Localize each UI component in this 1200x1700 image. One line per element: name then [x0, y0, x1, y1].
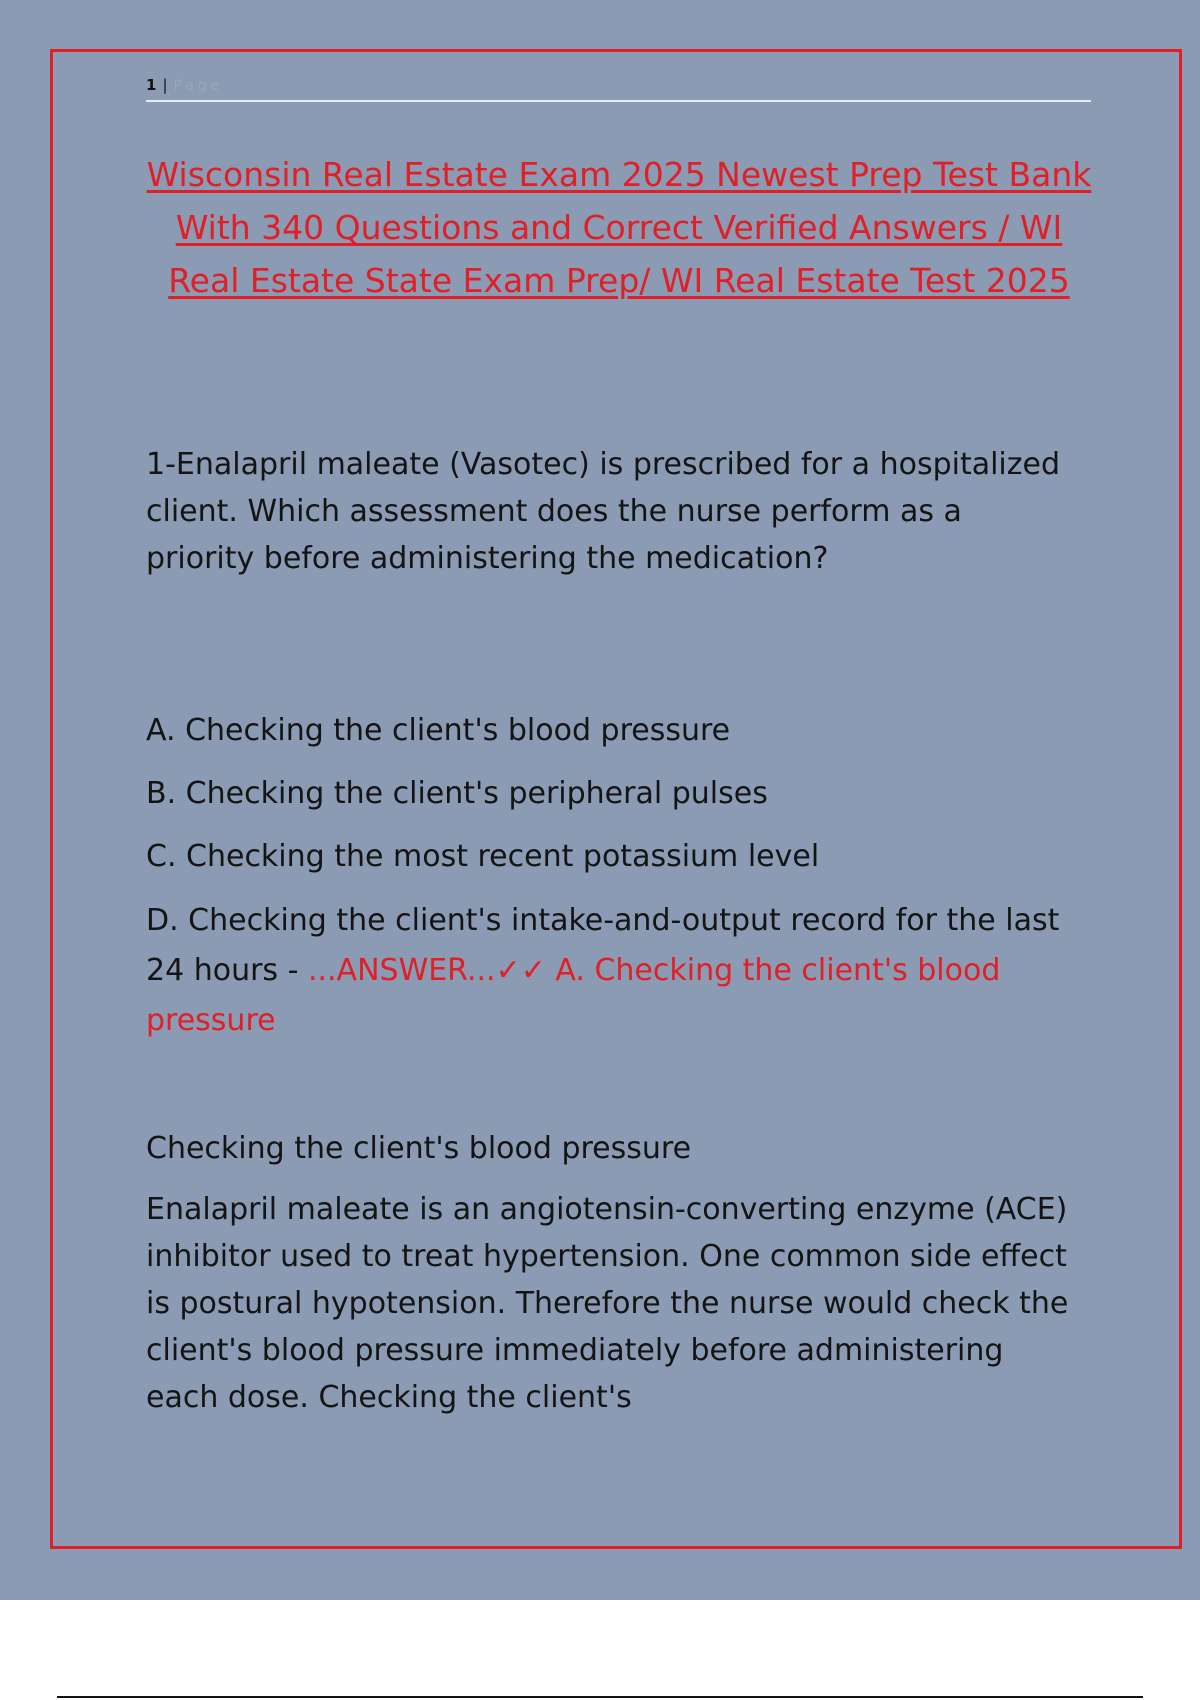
- page-number: 1: [146, 76, 157, 94]
- question-text: 1-Enalapril maleate (Vasotec) is prescribed for a hospitalized client. Which assessment does the nurse perform as a priority before administering the medication?: [146, 447, 1061, 576]
- answer-marker: ...ANSWER...✓✓: [307, 953, 546, 988]
- answer-text: A. Checking the client's blood pressure: [146, 953, 1001, 1038]
- option-a: A. Checking the client's blood pressure: [146, 713, 731, 748]
- option-d-text: D. Checking the client's intake-and-output record for the last 24 hours -: [146, 903, 1060, 988]
- page-separator: |: [162, 76, 168, 94]
- option-d: [146, 896, 1086, 1046]
- explanation-body: Enalapril maleate is an angiotensin-converting enzyme (ACE) inhibitor used to treat hypertension. One common side effect is postural hypotension. Therefore the nurse would check the client's blood pressure immediately before administering each dose. Checking the client's: [146, 1192, 1069, 1415]
- option-b: B. Checking the client's peripheral pulses: [146, 776, 768, 811]
- option-c: C. Checking the most recent potassium level: [146, 839, 820, 874]
- document-title: Wisconsin Real Estate Exam 2025 Newest Prep Test Bank With 340 Questions and Correct Verified Answers / WI Real Estate State Exam Prep/ WI Real Estate Test 2025: [146, 155, 1092, 300]
- explanation-heading: Checking the client's blood pressure: [146, 1131, 692, 1166]
- page-label: Page: [173, 78, 224, 94]
- footer-rule: [57, 1696, 1143, 1698]
- answer-options: [146, 707, 1086, 1061]
- page-header: [146, 72, 1091, 102]
